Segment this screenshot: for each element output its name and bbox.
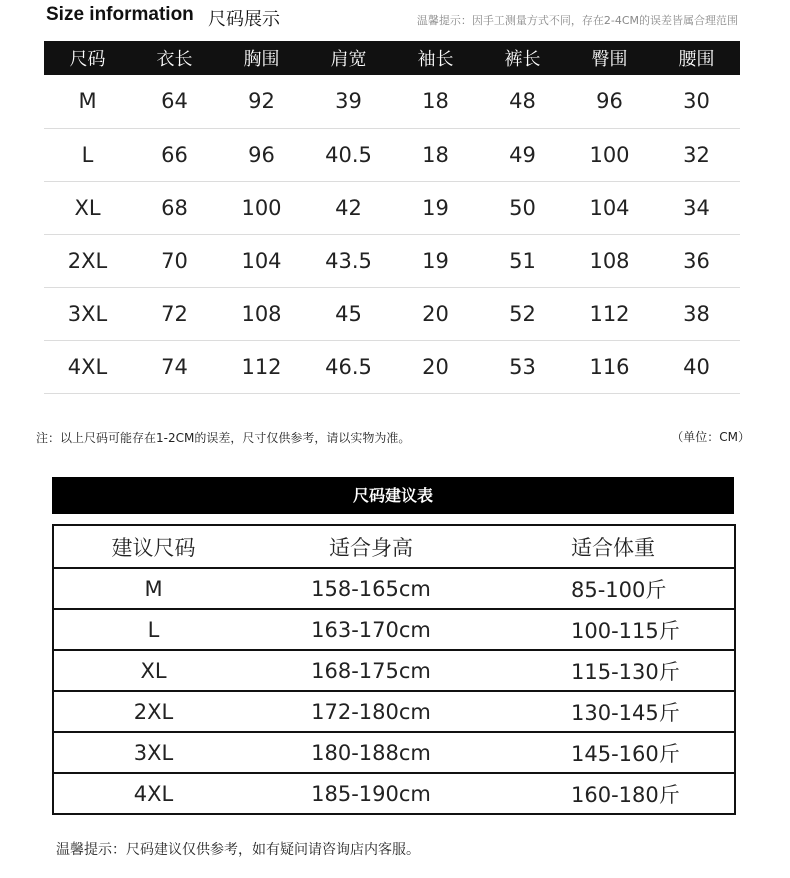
table-cell: 42: [305, 181, 392, 234]
table-cell: 40.5: [305, 128, 392, 181]
table-cell: 100-115斤: [489, 609, 735, 650]
table-row: [44, 128, 740, 181]
col-sleeve: 袖长: [392, 41, 479, 75]
table-cell: 32: [653, 128, 740, 181]
table-cell: 158-165cm: [253, 568, 489, 609]
table-cell: 4XL: [133, 781, 174, 806]
table-cell: M: [44, 75, 131, 128]
table-cell: 40: [653, 340, 740, 393]
table-cell: 39: [305, 75, 392, 128]
measurement-tip: 温馨提示：因手工测量方式不同，存在2-4CM的误差皆属合理范围: [416, 14, 738, 27]
table-cell: 104: [566, 181, 653, 234]
table-cell: 92: [218, 75, 305, 128]
table-cell: 145-160斤: [489, 732, 735, 773]
table-row: [53, 691, 735, 732]
col-pants-length: 裤长: [479, 41, 566, 75]
table-row: [53, 650, 735, 691]
table-cell: 96: [566, 75, 653, 128]
col-shoulder: 肩宽: [305, 41, 392, 75]
table-cell: XL: [53, 650, 253, 691]
table-cell: 100: [218, 181, 305, 234]
table-cell: 3XL: [53, 732, 253, 773]
table-cell: 74: [131, 340, 218, 393]
table-cell: 19: [392, 181, 479, 234]
table-row: [44, 75, 740, 128]
footer-tip: 温馨提示：尺码建议仅供参考，如有疑问请咨询店内客服。: [56, 842, 420, 858]
col-weight: 适合体重: [489, 525, 735, 568]
table-cell: 108: [566, 234, 653, 287]
col-waist: 腰围: [653, 41, 740, 75]
col-height: 适合身高: [253, 525, 489, 568]
table-row: [53, 732, 735, 773]
table-cell: 100: [566, 128, 653, 181]
table-cell: 130-145斤: [489, 691, 735, 732]
table-cell: 172-180cm: [253, 691, 489, 732]
table-row: [53, 568, 735, 609]
recommend-title: 尺码建议表: [52, 477, 734, 514]
table-cell: 64: [131, 75, 218, 128]
table-cell: 34: [653, 181, 740, 234]
table-cell: 52: [479, 287, 566, 340]
table-cell: 43.5: [305, 234, 392, 287]
tolerance-note: 注：以上尺码可能存在1-2CM的误差，尺寸仅供参考，请以实物为准。: [36, 431, 411, 445]
table-cell: 49: [479, 128, 566, 181]
table-cell: 36: [653, 234, 740, 287]
col-chest: 胸围: [218, 41, 305, 75]
table-cell: 163-170cm: [253, 609, 489, 650]
table-cell: 70: [131, 234, 218, 287]
table-cell: 2XL: [53, 691, 253, 732]
size-table: [44, 41, 740, 394]
unit-note: （单位：CM）: [671, 430, 750, 444]
table-cell: 3XL: [44, 287, 131, 340]
table-cell: 168-175cm: [253, 650, 489, 691]
table-cell: XL: [44, 181, 131, 234]
table-cell: 18: [392, 75, 479, 128]
table-cell: 38: [653, 287, 740, 340]
title-chinese: 尺码展示: [208, 9, 280, 30]
table-cell: 112: [218, 340, 305, 393]
col-size: 尺码: [44, 41, 131, 75]
table-cell: 160-180斤: [571, 782, 680, 807]
table-cell: 116: [566, 340, 653, 393]
table-cell: 85-100斤: [489, 568, 735, 609]
table-cell: 2XL: [44, 234, 131, 287]
table-cell: L: [44, 128, 131, 181]
table-cell: 50: [479, 181, 566, 234]
table-cell: 45: [305, 287, 392, 340]
col-hip: 臀围: [566, 41, 653, 75]
table-row: [53, 609, 735, 650]
title-english: Size information: [46, 4, 194, 25]
title-row: [46, 2, 746, 30]
table-cell: 104: [218, 234, 305, 287]
table-cell: 30: [653, 75, 740, 128]
size-table-header-row: [44, 41, 740, 75]
table-cell: M: [53, 568, 253, 609]
table-cell: 96: [218, 128, 305, 181]
table-cell: 112: [566, 287, 653, 340]
table-row: [44, 287, 740, 340]
recommend-table: [52, 524, 736, 815]
table-cell: 4XL: [44, 340, 131, 393]
table-cell: 48: [479, 75, 566, 128]
table-row: [44, 181, 740, 234]
table-cell: 66: [131, 128, 218, 181]
table-cell: 20: [392, 287, 479, 340]
table-cell: 115-130斤: [489, 650, 735, 691]
table-row: [44, 234, 740, 287]
table-cell: L: [53, 609, 253, 650]
table-cell: 108: [218, 287, 305, 340]
table-cell: 20: [392, 340, 479, 393]
table-cell: 51: [479, 234, 566, 287]
table-cell: 185-190cm: [311, 781, 431, 806]
table-row: [44, 340, 740, 393]
table-cell: 180-188cm: [253, 732, 489, 773]
table-cell: 18: [392, 128, 479, 181]
col-length: 衣长: [131, 41, 218, 75]
table-cell: 72: [131, 287, 218, 340]
recommend-header-row: [53, 525, 735, 568]
table-row: [53, 773, 735, 814]
col-recommended-size: 建议尺码: [53, 525, 253, 568]
table-cell: 53: [479, 340, 566, 393]
table-cell: 19: [392, 234, 479, 287]
table-cell: 68: [131, 181, 218, 234]
table-cell: 46.5: [305, 340, 392, 393]
